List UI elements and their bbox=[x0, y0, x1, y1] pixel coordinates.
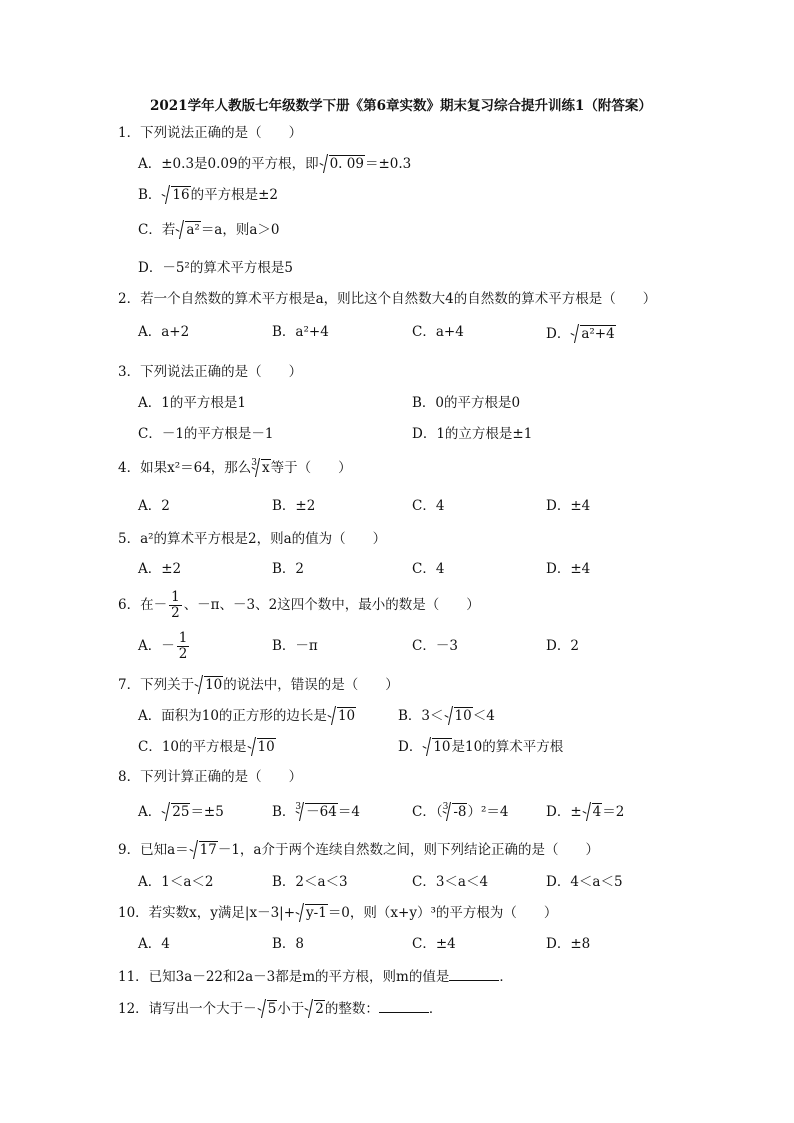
text-fragment: 10 bbox=[433, 739, 451, 755]
question-11-stem bbox=[118, 966, 513, 987]
text-fragment: －1，a介于两个连续自然数之间，则下列结论正确的是（ ） bbox=[217, 842, 599, 858]
q10-option-c: C．±4 bbox=[412, 936, 456, 952]
q2-option-a: A．a+2 bbox=[138, 324, 190, 340]
text-fragment: C．若 bbox=[138, 222, 176, 238]
text-fragment: a² bbox=[186, 222, 200, 238]
answer-blank[interactable] bbox=[449, 966, 499, 981]
text-fragment: 10．若实数x，y满足|x－3|+ bbox=[118, 905, 296, 921]
text-fragment: ）²＝4 bbox=[467, 804, 509, 820]
text-fragment: 2 bbox=[315, 1001, 324, 1017]
q2-option-c: C．a+4 bbox=[412, 324, 464, 340]
sqrt-symbol bbox=[328, 706, 356, 726]
text-fragment: 12．请写出一个大于－ bbox=[118, 1001, 257, 1017]
cube-root-symbol bbox=[443, 802, 467, 822]
text-fragment: 5 bbox=[267, 1001, 277, 1017]
q9-option-a: A．1＜a＜2 bbox=[138, 874, 214, 890]
q7-option-c bbox=[138, 737, 276, 757]
q5-option-c: C．4 bbox=[412, 561, 445, 577]
text-fragment: ． bbox=[499, 969, 513, 985]
text-fragment: D．± bbox=[546, 804, 582, 820]
text-fragment: 3 bbox=[295, 802, 302, 812]
text-fragment: 小于 bbox=[277, 1001, 305, 1017]
q7-option-b bbox=[398, 706, 495, 726]
text-fragment: 3 bbox=[251, 458, 258, 468]
text-fragment: 0. 09 bbox=[329, 156, 364, 172]
text-fragment: ＝4 bbox=[337, 804, 360, 820]
text-fragment: B． bbox=[138, 187, 162, 203]
fraction bbox=[169, 590, 182, 621]
q8-option-b bbox=[272, 802, 360, 824]
sqrt-symbol bbox=[445, 706, 473, 726]
text-fragment: 11．已知3a－22和2a－3都是m的平方根，则m的值是 bbox=[118, 969, 450, 985]
q1-option-a bbox=[138, 154, 411, 174]
q10-option-a: A．4 bbox=[138, 936, 170, 952]
text-fragment: 2 bbox=[171, 605, 180, 621]
text-fragment: 4 bbox=[592, 804, 602, 820]
text-fragment: -8 bbox=[453, 804, 467, 820]
text-fragment: 10 bbox=[454, 708, 472, 724]
q10-option-b: B．8 bbox=[272, 936, 305, 952]
question-8-stem: 8．下列计算正确的是（ ） bbox=[118, 769, 303, 785]
text-fragment: B．3＜ bbox=[398, 708, 444, 724]
q3-option-c: C．－1的平方根是－1 bbox=[138, 426, 274, 442]
q1-option-b bbox=[138, 185, 278, 205]
text-fragment: ． bbox=[428, 1001, 443, 1017]
question-6-stem bbox=[118, 590, 480, 621]
q9-option-b: B．2＜a＜3 bbox=[272, 874, 348, 890]
sqrt-symbol bbox=[305, 999, 325, 1019]
text-fragment: ＝2 bbox=[602, 804, 625, 820]
question-2-stem: 2．若一个自然数的算术平方根是a，则比这个自然数大4的自然数的算术平方根是（ ） bbox=[118, 291, 657, 307]
text-fragment: ＝±5 bbox=[190, 804, 224, 820]
text-fragment: 10 bbox=[205, 677, 223, 693]
page-title: 2021学年人教版七年级数学下册《第6章实数》期末复习综合提升训练1（附答案） bbox=[150, 98, 652, 114]
q6-option-b: B．－π bbox=[272, 638, 318, 654]
text-fragment: ＝±0.3 bbox=[364, 156, 412, 172]
text-fragment: －64 bbox=[306, 804, 337, 820]
question-7-stem bbox=[118, 675, 399, 695]
text-fragment: D． bbox=[398, 739, 423, 755]
sqrt-symbol bbox=[423, 737, 451, 757]
sqrt-symbol bbox=[190, 840, 218, 860]
sqrt-symbol bbox=[195, 675, 223, 695]
text-fragment: A．±0.3是0.09的平方根，即 bbox=[138, 156, 319, 172]
text-fragment: ＝0，则（x+y）³的平方根为（ ） bbox=[327, 905, 558, 921]
text-fragment: 1 bbox=[178, 630, 188, 646]
q3-option-b: B．0的平方根是0 bbox=[412, 395, 521, 411]
text-fragment: 的说法中，错误的是（ ） bbox=[223, 677, 399, 693]
text-fragment: x bbox=[262, 460, 270, 476]
q3-option-a: A．1的平方根是1 bbox=[138, 395, 246, 411]
cube-root-symbol bbox=[252, 458, 271, 478]
q5-option-a: A．±2 bbox=[138, 561, 182, 577]
q3-option-d: D．1的立方根是±1 bbox=[412, 426, 533, 442]
q4-option-a: A．2 bbox=[138, 498, 170, 514]
text-fragment: 9．已知a＝ bbox=[118, 842, 189, 858]
sqrt-symbol bbox=[583, 802, 603, 822]
text-fragment: C．（ bbox=[412, 804, 443, 820]
text-fragment: 17 bbox=[199, 842, 217, 858]
q4-option-d: D．±4 bbox=[546, 498, 591, 514]
question-1-stem: 1．下列说法正确的是（ ） bbox=[118, 125, 303, 141]
sqrt-symbol bbox=[296, 903, 328, 923]
q7-option-a bbox=[138, 706, 356, 726]
text-fragment: y-1 bbox=[306, 905, 327, 921]
text-fragment: a²+4 bbox=[581, 326, 615, 342]
q8-option-a bbox=[138, 802, 224, 822]
q2-option-b: B．a²+4 bbox=[272, 324, 329, 340]
q10-option-d: D．±8 bbox=[546, 936, 591, 952]
sqrt-symbol bbox=[176, 220, 200, 240]
q6-option-a bbox=[138, 631, 191, 662]
q5-option-b: B．2 bbox=[272, 561, 305, 577]
q7-option-d bbox=[398, 737, 563, 757]
sqrt-symbol bbox=[571, 324, 615, 344]
sqrt-symbol bbox=[320, 154, 365, 174]
text-fragment: 的平方根是±2 bbox=[190, 187, 279, 203]
text-fragment: 2 bbox=[178, 646, 188, 662]
q9-option-d: D．4＜a＜5 bbox=[546, 874, 623, 890]
text-fragment: ＜4 bbox=[472, 708, 495, 724]
sqrt-symbol bbox=[162, 185, 190, 205]
q1-option-d: D．－5²的算术平方根是5 bbox=[138, 260, 293, 276]
question-5-stem: 5．a²的算术平方根是2，则a的值为（ ） bbox=[118, 531, 387, 547]
fraction bbox=[177, 631, 190, 662]
text-fragment: 10 bbox=[257, 739, 275, 755]
sqrt-symbol bbox=[258, 999, 278, 1019]
text-fragment: 是10的算术平方根 bbox=[451, 739, 564, 755]
answer-blank[interactable] bbox=[379, 998, 429, 1013]
question-9-stem bbox=[118, 840, 599, 860]
question-12-stem bbox=[118, 998, 442, 1019]
q4-option-b: B．±2 bbox=[272, 498, 316, 514]
question-4-stem bbox=[118, 458, 352, 480]
text-fragment: 7．下列关于 bbox=[118, 677, 195, 693]
text-fragment: 1 bbox=[171, 589, 180, 605]
q2-option-d bbox=[546, 324, 616, 344]
sqrt-symbol bbox=[162, 802, 190, 822]
text-fragment: 的整数： bbox=[324, 1001, 379, 1017]
text-fragment: 25 bbox=[172, 804, 190, 820]
q6-option-d: D．2 bbox=[546, 638, 579, 654]
question-3-stem: 3．下列说法正确的是（ ） bbox=[118, 364, 303, 380]
question-10-stem bbox=[118, 903, 557, 923]
text-fragment: 10 bbox=[337, 708, 356, 724]
q5-option-d: D．±4 bbox=[546, 561, 591, 577]
text-fragment: A． bbox=[138, 804, 162, 820]
text-fragment: 4．如果x²＝64，那么 bbox=[118, 460, 252, 476]
cube-root-symbol bbox=[296, 802, 338, 822]
q6-option-c: C．－3 bbox=[412, 638, 458, 654]
text-fragment: A．面积为10的正方形的边长是 bbox=[138, 708, 327, 724]
text-fragment: 、－π、－3、2这四个数中，最小的数是（ ） bbox=[183, 597, 480, 613]
text-fragment: A．－ bbox=[138, 638, 175, 654]
text-fragment: 等于（ ） bbox=[270, 460, 352, 476]
q8-option-d bbox=[546, 802, 624, 822]
q8-option-c bbox=[412, 802, 509, 824]
sqrt-symbol bbox=[248, 737, 276, 757]
text-fragment: D． bbox=[546, 326, 571, 342]
text-fragment: 16 bbox=[172, 187, 190, 203]
text-fragment: B． bbox=[272, 804, 296, 820]
text-fragment: ＝a，则a＞0 bbox=[200, 222, 280, 238]
q4-option-c: C．4 bbox=[412, 498, 445, 514]
text-fragment: 6．在－ bbox=[118, 597, 168, 613]
text-fragment: C．10的平方根是 bbox=[138, 739, 247, 755]
q9-option-c: C．3＜a＜4 bbox=[412, 874, 489, 890]
text-fragment: 3 bbox=[442, 802, 449, 812]
q1-option-c bbox=[138, 220, 280, 240]
